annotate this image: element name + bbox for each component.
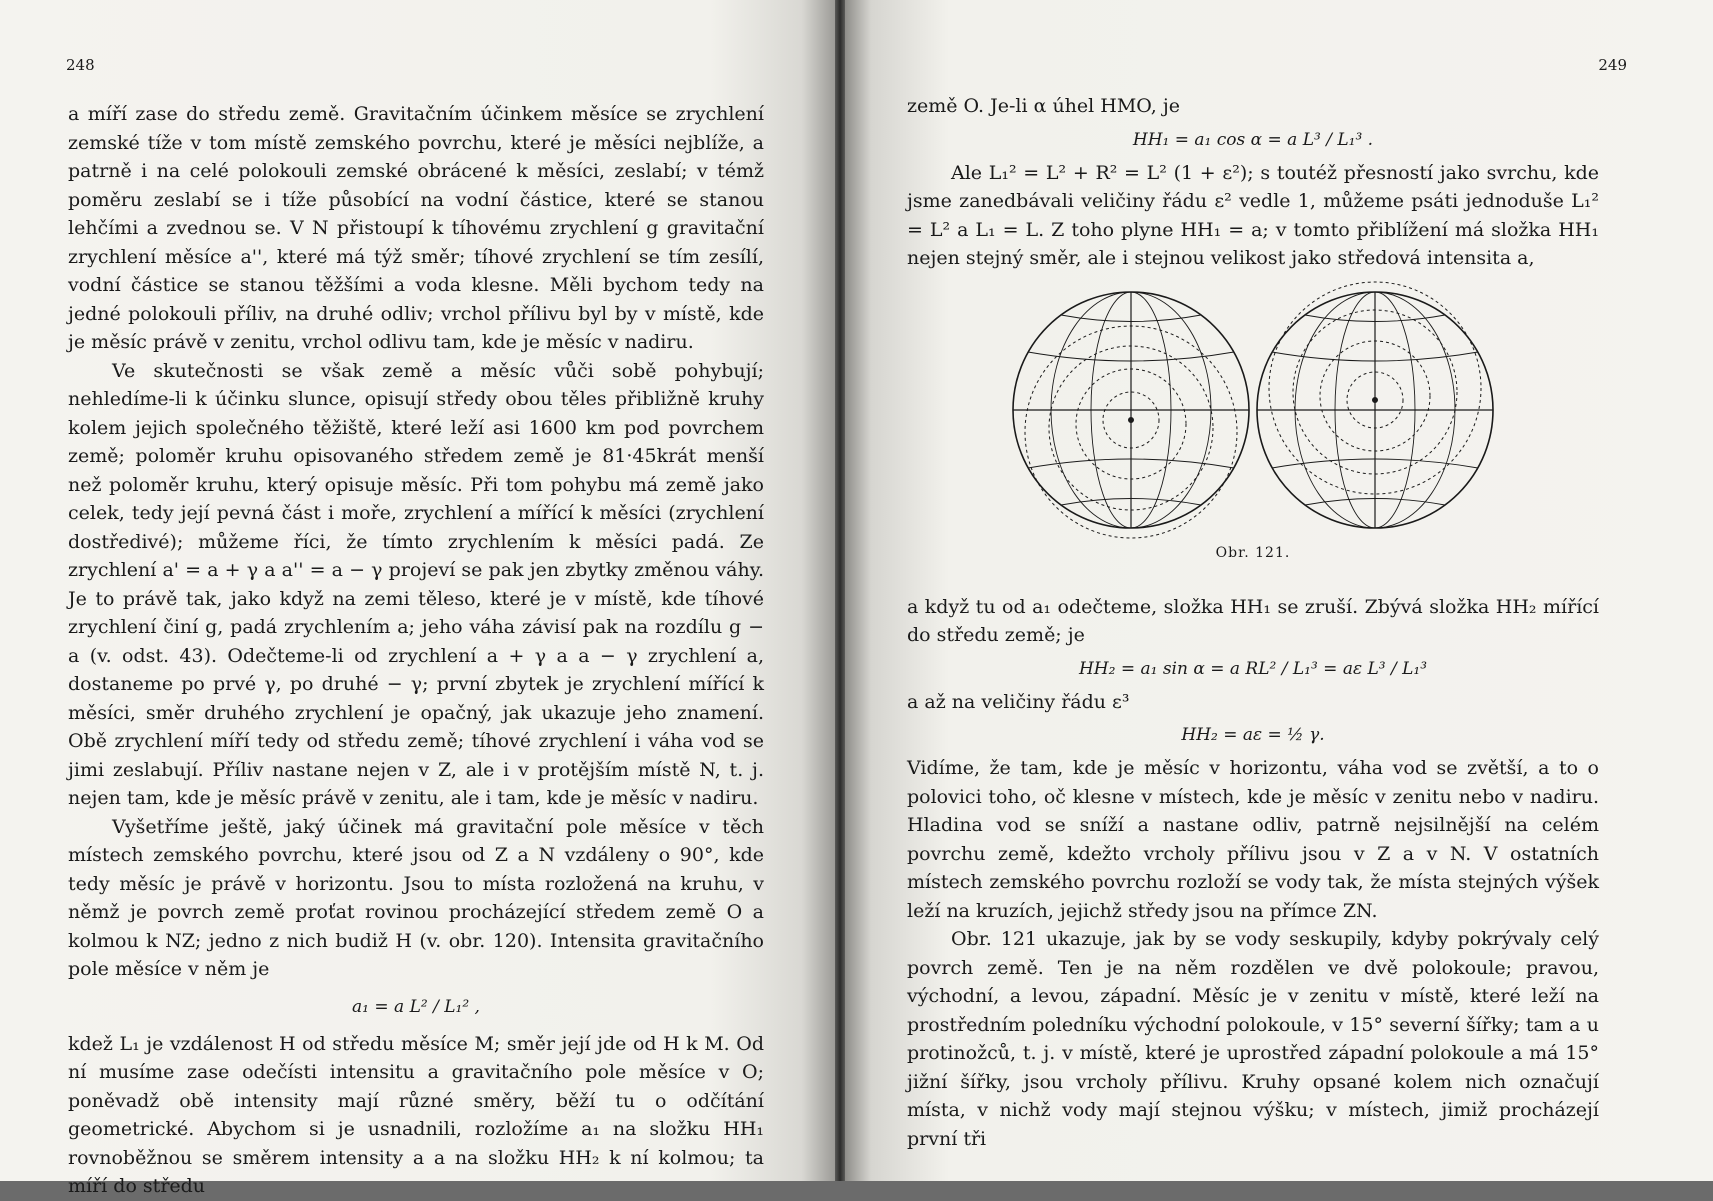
right-text-column xyxy=(907,92,1599,1153)
left-paragraph-3: Vyšetříme ještě, jaký účinek má gravitační pole měsíce v těch místech zemského povrchu, které jsou od Z a N vzdáleny o 90°, kde tedy měsíc je právě v horizontu. Jsou to místa rozložená na kruhu, v němž je povrch země proťat rovinou procházející středem země O a kolmou k NZ; jedno z nich budiž H (v. obr. 120). Intensita gravitačního pole měsíce v něm je xyxy=(68,815,764,980)
right-paragraph-3: a až na veličiny řádu ε³ xyxy=(907,690,1130,713)
left-page xyxy=(0,0,835,1197)
hemispheres-diagram xyxy=(1013,285,1493,535)
left-page-number: 248 xyxy=(66,56,95,74)
left-text-column xyxy=(68,100,764,1201)
right-paragraph-2: a když tu od a₁ odečteme, složka HH₁ se zruší. Zbývá složka HH₂ mířící do středu země; je xyxy=(907,595,1599,646)
right-paragraph-1: Ale L₁² = L² + R² = L² (1 + ε²); s toutéž přesností jako svrchu, kde jsme zanedbávali veličiny řádu ε² vedle 1, můžeme psáti jednoduše L₁² = L² a L₁ = L. Z toho plyne HH₁ = a; v tomto přiblížení má složka HH₁ nejen stejný směr, ale i stejnou velikost jako středová intensita a, xyxy=(907,161,1599,269)
right-equation-3: HH₂ = aε = ½ γ. xyxy=(1181,725,1325,745)
left-paragraph-1: a míří zase do středu země. Gravitačním účinkem měsíce se zrychlení zemské tíže v tom místě zemského povrchu, které je měsíci nejblíže, a patrně i na celé polokouli zemské obrácené k měsíci, zeslabí; v témž poměru zeslabí se i tíže působící na vodní částice, které se stanou lehčími a zvednou se. V N přistoupí k tíhovému zrychlení g gravitační zrychlení měsíce a'', které má týž směr; tíhové zrychlení se tím zesílí, vodní částice se stanou těžšími a voda klesne. Měli bychom tedy na jedné polokouli příliv, na druhé odliv; vrchol přílivu byl by v místě, kde je měsíc právě v zenitu, vrchol odlivu tam, kde je měsíc v nadiru. xyxy=(68,103,764,353)
left-paragraph-2: Ve skutečnosti se však země a měsíc vůči sobě pohybují; nehledíme-li k účinku slunce, opisují středy obou těles přibližně kruhy kolem jejich společného těžiště, které leží asi 1600 km pod povrchem země; poloměr kruhu opisovaného středem země je 81·45krát menší než poloměr kruhu, který opisuje měsíc. Při tom pohybu má země jako celek, tedy její pevná část i moře, zrychlení a mířící k měsíci (zrychlení dostředivé); můžeme říci, že tímto zrychlením k měsíci padá. Ze zrychlení a' = a + γ a a'' = a − γ projeví se pak jen zbytky změnou váhy. Je to právě tak, jako když na zemi těleso, které je v místě, kde tíhové zrychlení činí g, padá zrychlením a; jeho váha závisí pak na rozdílu g − a (v. odst. 43). Odečteme-li od zrychlení a + γ a a − γ zrychlení a, dostaneme po prvé γ, po druhé − γ; první zbytek je zrychlení mířící k měsíci, směr druhého zrychlení je opačný, jak ukazuje jeho znamení. Obě zrychlení míří tedy od středu země; tíhové zrychlení i váha vod se jimi zeslabují. Příliv nastane nejen v Z, ale i v protějším místě N, t. j. nejen tam, kde je měsíc právě v zenitu, ale i tam, kde je měsíc v nadiru. xyxy=(68,359,764,809)
right-paragraph-5: Obr. 121 ukazuje, jak by se vody seskupily, kdyby pokrývaly celý povrch země. Ten je na něm rozdělen ve dvě polokoule; pravou, východní, a levou, západní. Měsíc je v zenitu v místě, které leží na prostředním poledníku východní polokoule, v 15° severní šířky; tam a u protinožců, t. j. v místě, které je uprostřed západní polokoule a má 15° jižní šířky, jsou vrcholy přílivu. Kruhy opsané kolem nich označují místa, v nichž vody mají stejnou výšku; v místech, jimiž procházejí první tři xyxy=(907,928,1599,1150)
figure-caption: Obr. 121. xyxy=(1215,544,1291,561)
left-paragraph-4: kdež L₁ je vzdálenost H od středu měsíce M; směr její jde od H k M. Od ní musíme zase odečísti intensitu a gravitačního pole měsíce v O; poněvadž obě intensity mají různé směry, běží tu o odčítání geometrické. Abychom si je usnadnili, rozložíme a₁ na složku HH₁ rovnoběžnou se směrem intensity a a na složku HH₂ k ní kolmou; ta míří do středu xyxy=(68,1032,764,1197)
right-paragraph-4: Vidíme, že tam, kde je měsíc v horizontu, váha vod se zvětší, a to o polovici toho, oč klesne v místech, kde je měsíc v zenitu nebo v nadiru. Hladina vod se sníží a nastane odliv, patrně nejsilnější na celém povrchu země, kdežto vrcholy přílivu jsou v Z a v N. V ostatních místech zemského povrchu rozloží se vody tak, že místa stejných výšek leží na kruzích, jejichž středy jsou na přímce ZN. xyxy=(907,757,1599,922)
right-page xyxy=(845,0,1713,1181)
book-gutter xyxy=(835,0,845,1181)
right-intro: země O. Je-li α úhel HMO, je xyxy=(907,95,1180,117)
west-hemisphere xyxy=(1013,292,1249,538)
right-page-number: 249 xyxy=(1598,56,1627,74)
right-equation-2: HH₂ = a₁ sin α = a RL² / L₁³ = aε L³ / L₁³ xyxy=(1078,658,1428,679)
east-hemisphere xyxy=(1257,282,1493,528)
right-equation-1: HH₁ = a₁ cos α = a L³ / L₁³ . xyxy=(1132,129,1374,150)
figure-121 xyxy=(907,285,1599,575)
left-equation-1: a₁ = a L² / L₁² , xyxy=(352,996,480,1017)
